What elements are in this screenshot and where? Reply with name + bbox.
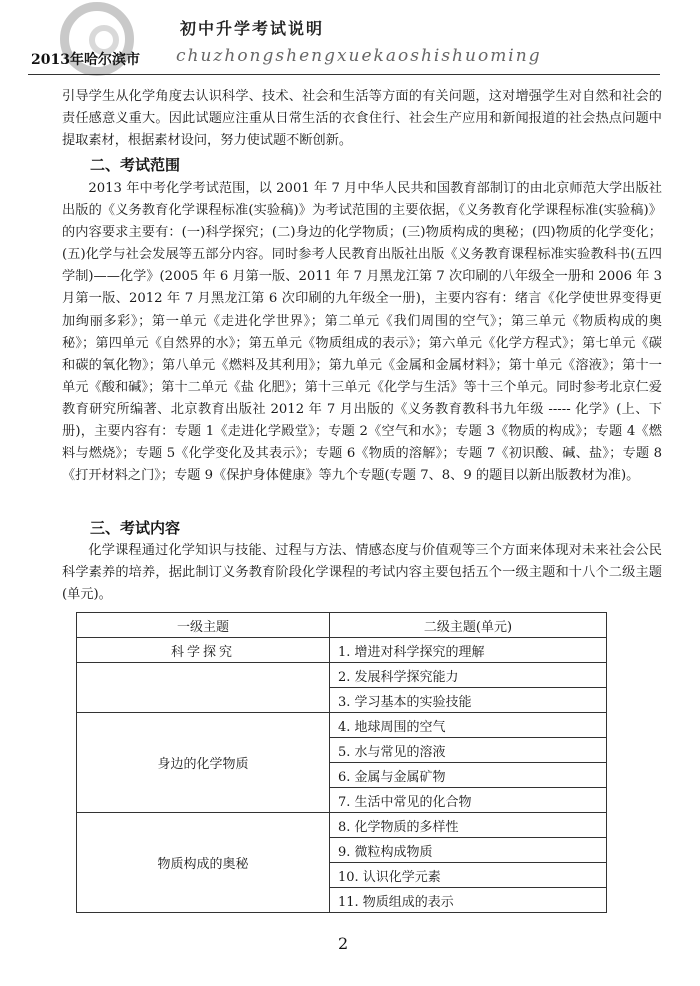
header-divider	[28, 74, 660, 75]
secondary-topic-cell: 6. 金属与金属矿物	[330, 763, 607, 788]
table-row	[77, 638, 607, 663]
secondary-topic-cell: 1. 增进对科学探究的理解	[330, 638, 607, 663]
primary-topic-cell: 科学探究	[77, 638, 330, 663]
header-title: 初中升学考试说明	[180, 19, 325, 38]
section2-heading: 二、考试范围	[90, 156, 181, 174]
secondary-topic-cell: 9. 微粒构成物质	[330, 838, 607, 863]
secondary-topic-cell: 4. 地球周围的空气	[330, 713, 607, 738]
section2-paragraph: 2013 年中考化学考试范围，以 2001 年 7 月中华人民共和国教育部制订的由北京师范大学出版社出版的《义务教育化学课程标准(实验稿)》为考试范围的主要依据，《义务教育化学课程标准(实验稿)》的内容要求主要有：(一)科学探究；(二)身边的化学物质；(三)物质构成的奥秘；(四)物质的化学变化；(五)化学与社会发展等五部分内容。同时参考人民教育出版社出版《义务教育课程标准实验教科书(五四学制)——化学》(2005 年 6 月第一版、2011 年 7 月黑龙江第 7 次印刷的八年级全一册和 2006 年 3 月第一版、2012 年 7 月黑龙江第 6 次印刷的九年级全一册)，主要内容有：绪言《化学使世界变得更加绚丽多彩》；第一单元《走进化学世界》；第二单元《我们周围的空气》；第三单元《物质构成的奥秘》；第四单元《自然界的水》；第五单元《物质组成的表示》；第六单元《化学方程式》；第七单元《碳和碳的氧化物》；第八单元《燃料及其利用》；第九单元《金属和金属材料》；第十单元《溶液》；第十一单元《酸和碱》；第十二单元《盐 化肥》；第十三单元《化学与生活》等十三个单元。同时参考北京仁爱教育研究所编著、北京教育出版社 2012 年 7 月出版的《义务教育教科书九年级 ----- 化学》(上、下册)，主要内容有：专题 1《走进化学殿堂》；专题 2《空气和水》；专题 3《物质的构成》；专题 4《燃料与燃烧》；专题 5《化学变化及其表示》；专题 6《物质的溶解》；专题 7《初识酸、碱、盐》；专题 8《打开材料之门》；专题 9《保护身体健康》等九个专题(专题 7、8、9 的题目以新出版教材为准)。	[62, 181, 662, 484]
table-row	[77, 663, 607, 688]
header-year-city: 2013年哈尔滨市	[31, 52, 140, 68]
primary-topic-cell-empty	[77, 663, 330, 713]
section3-heading: 三、考试内容	[90, 519, 181, 537]
page-number: 2	[338, 934, 349, 953]
topic-table	[76, 612, 607, 913]
table-header-primary: 一级主题	[77, 613, 330, 638]
secondary-topic-cell: 8. 化学物质的多样性	[330, 813, 607, 838]
table-header-row	[77, 613, 607, 638]
secondary-topic-cell: 10. 认识化学元素	[330, 863, 607, 888]
secondary-topic-cell: 2. 发展科学探究能力	[330, 663, 607, 688]
intro-paragraph: 引导学生从化学角度去认识科学、技术、社会和生活等方面的有关问题，这对增强学生对自然和社会的责任感意义重大。因此试题应注重从日常生活的衣食住行、社会生产应用和新闻报道的社会热点问题中提取素材，根据素材设问，努力使试题不断创新。	[62, 89, 662, 149]
secondary-topic-cell: 11. 物质组成的表示	[330, 888, 607, 913]
secondary-topic-cell: 3. 学习基本的实验技能	[330, 688, 607, 713]
table-header-secondary: 二级主题(单元)	[330, 613, 607, 638]
section3-paragraph: 化学课程通过化学知识与技能、过程与方法、情感态度与价值观等三个方面来体现对未来社会公民科学素养的培养，据此制订义务教育阶段化学课程的考试内容主要包括五个一级主题和十八个二级主题(单元)。	[62, 543, 662, 603]
table-row	[77, 813, 607, 838]
header-pinyin: chuzhongshengxuekaoshishuoming	[176, 46, 542, 66]
secondary-topic-cell: 5. 水与常见的溶液	[330, 738, 607, 763]
table-row	[77, 713, 607, 738]
primary-topic-cell: 身边的化学物质	[77, 713, 330, 813]
secondary-topic-cell: 7. 生活中常见的化合物	[330, 788, 607, 813]
primary-topic-cell: 物质构成的奥秘	[77, 813, 330, 913]
